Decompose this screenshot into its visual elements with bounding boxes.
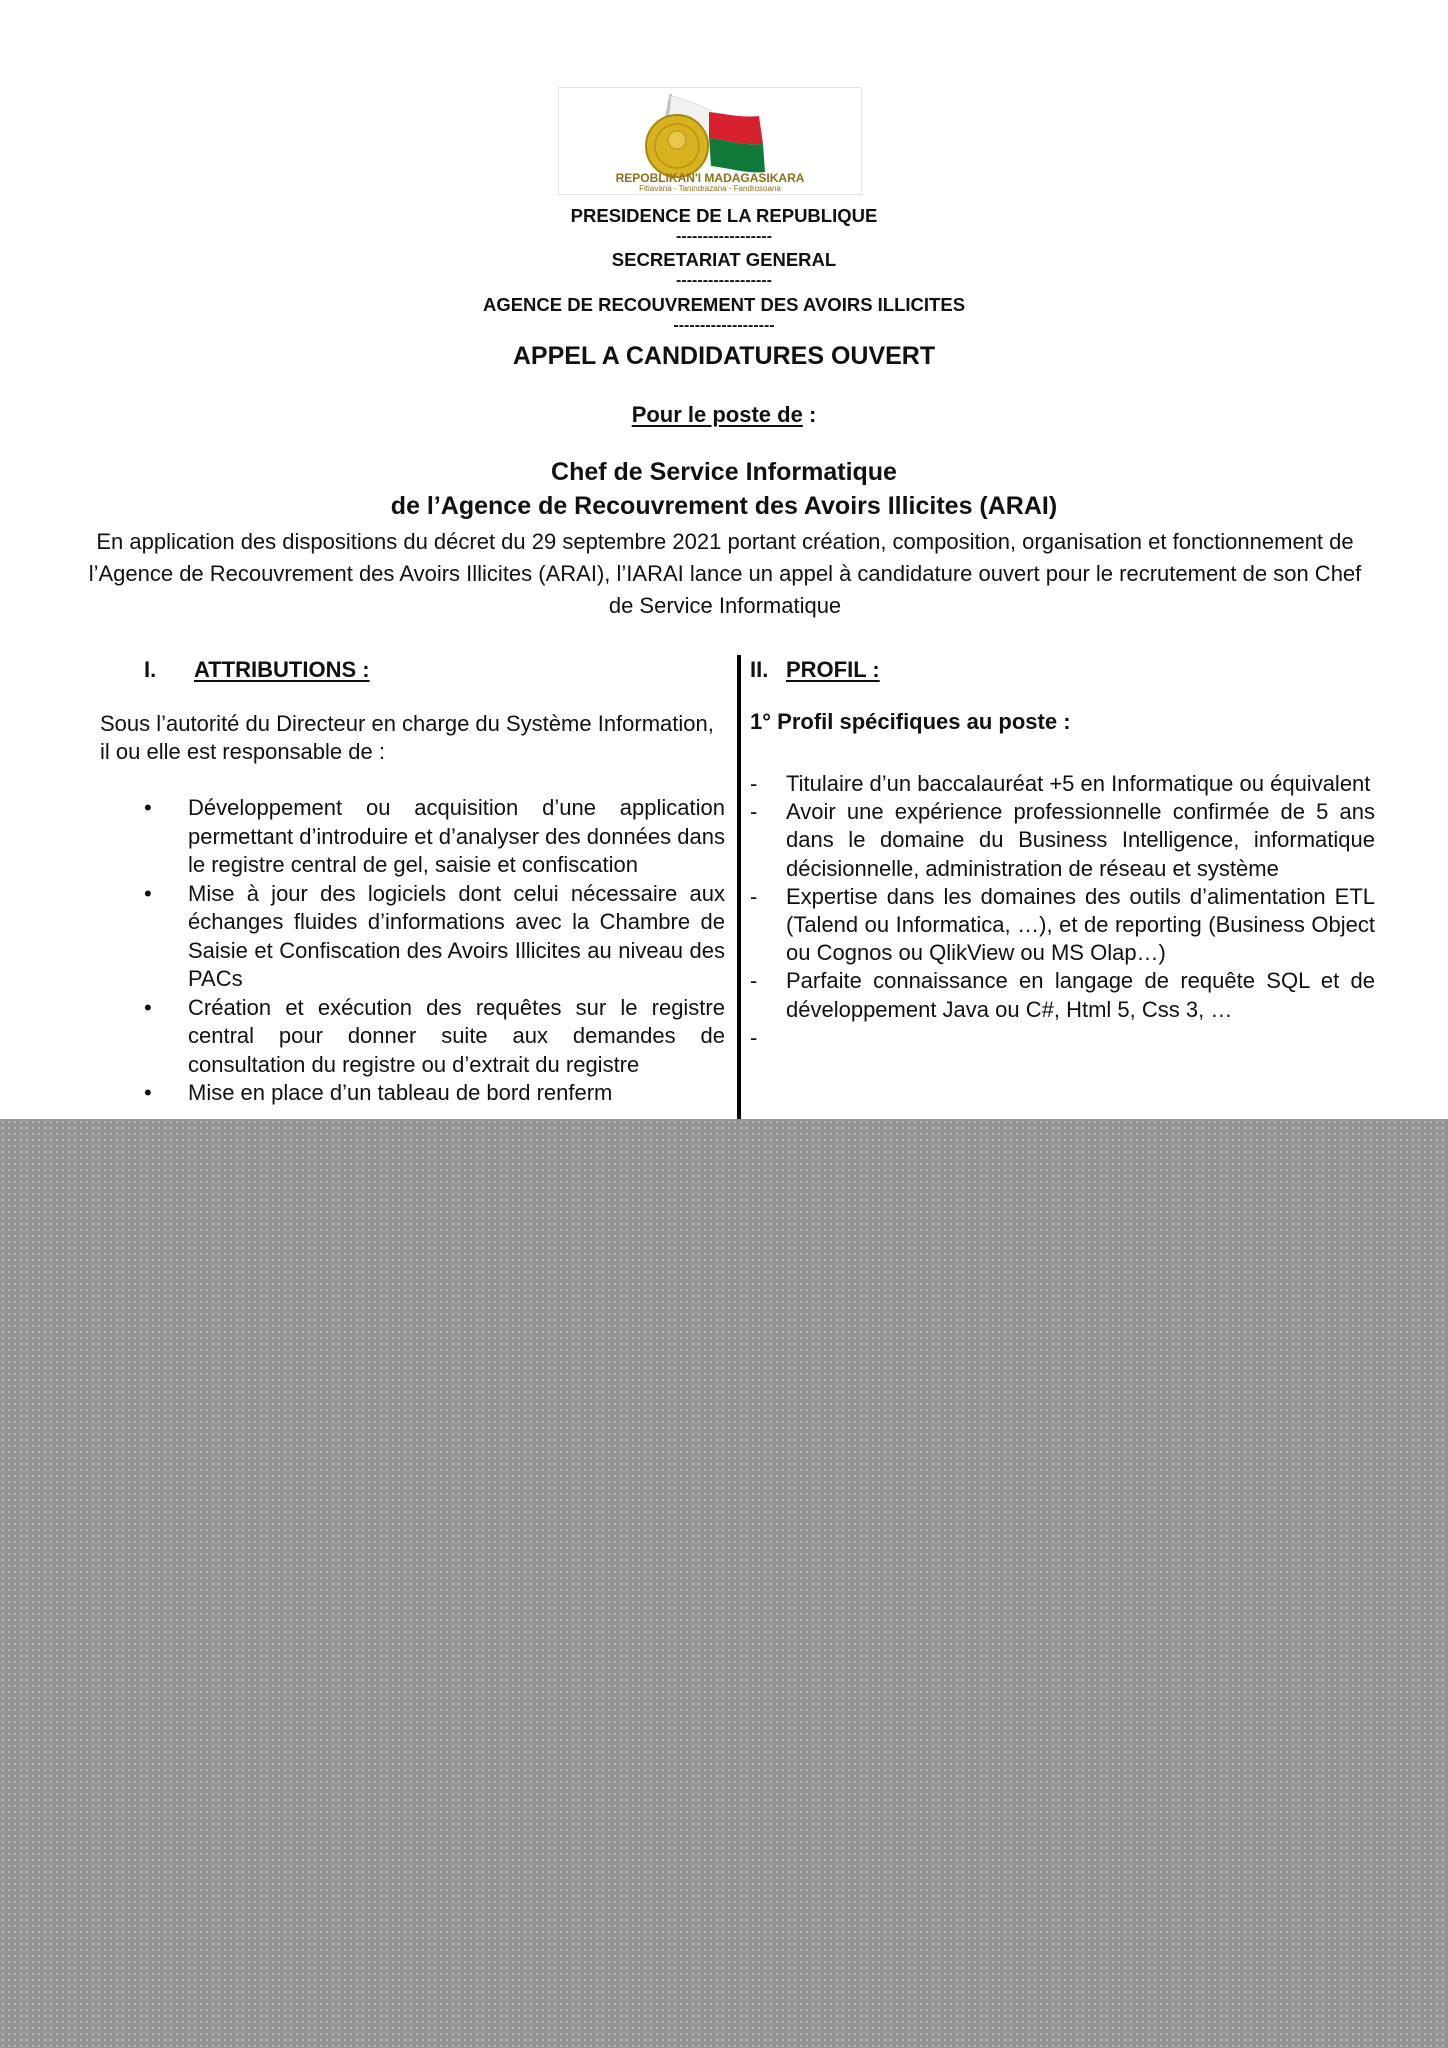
- header-separator: ------------------: [676, 228, 772, 245]
- list-item: • Création et exécution des requêtes sur le registre central pour donner suite aux demandes de consultation du registre ou d’extrait du registre: [144, 994, 725, 1077]
- section-number: II.: [750, 657, 769, 682]
- republic-logo: [558, 87, 862, 195]
- emblem-text: REPOBLIKAN'I MADAGASIKARA: [615, 171, 805, 185]
- profil-section: [750, 650, 1375, 1050]
- attributions-lead: Sous l’autorité du Directeur en charge du Système Information, il ou elle est responsable de :: [100, 711, 714, 764]
- post-label: [0, 402, 1448, 428]
- header-separator: ------------------: [676, 272, 772, 289]
- dash-icon: -: [750, 799, 758, 825]
- page-title: APPEL A CANDIDATURES OUVERT: [512, 342, 936, 370]
- motto-text: Fitiavana - Tanindrazana - Fandrosoana: [639, 184, 781, 193]
- bullet-icon: •: [144, 994, 152, 1020]
- list-item: - Titulaire d’un baccalauréat +5 en Informatique ou équivalent: [750, 770, 1375, 798]
- header-presidence: PRESIDENCE DE LA REPUBLIQUE: [570, 205, 878, 226]
- attributions-list: [100, 794, 725, 1108]
- dash-icon: -: [750, 968, 758, 994]
- section-title: ATTRIBUTIONS :: [194, 657, 370, 682]
- dash-icon: -: [750, 883, 758, 909]
- section-number: I.: [144, 657, 157, 682]
- post-label-suffix: :: [802, 402, 817, 427]
- profil-list: [750, 770, 1375, 1050]
- redaction-overlay: [0, 1119, 1448, 2048]
- section-title: PROFIL :: [786, 657, 880, 682]
- dash-icon: -: [750, 1024, 758, 1050]
- dash-icon: -: [750, 771, 758, 796]
- profil-heading: [750, 650, 1375, 690]
- bullet-icon: •: [144, 795, 152, 820]
- list-item: - Avoir une expérience professionnelle confirmée de 5 ans dans le domaine du Business Intelligence, informatique décisionnelle, administration de réseau et système: [750, 799, 1375, 881]
- bullet-icon: •: [144, 880, 152, 906]
- attributions-heading: [144, 650, 725, 690]
- list-item: • Développement ou acquisition d’une application permettant d’introduire et d’analyser des données dans le registre central de gel, saisie et confiscation: [144, 795, 725, 877]
- attributions-section: [100, 650, 725, 1108]
- bullet-icon: •: [144, 1080, 152, 1105]
- header-agence: AGENCE DE RECOUVREMENT DES AVOIRS ILLICITES: [482, 294, 966, 315]
- post-label-text: Pour le poste de: [631, 402, 803, 427]
- intro-paragraph: En application des dispositions du décret du 29 septembre 2021 portant création, composition, organisation et fonctionnement de l’Agence de Recouvrement des Avoirs Illicites (ARAI), l’IARAI lance un appel à candidature ouvert pour le recrutement de son Chef de Service Informatique: [88, 529, 1362, 618]
- job-title-line2: de l’Agence de Recouvrement des Avoirs Illicites (ARAI): [390, 492, 1058, 520]
- list-item: • Mise en place d’un tableau de bord renferm: [100, 1079, 725, 1108]
- job-title-line1: Chef de Service Informatique: [551, 458, 897, 486]
- column-divider: [737, 655, 741, 1125]
- header-separator: -------------------: [673, 317, 775, 334]
- list-item: - Parfaite connaissance en langage de requête SQL et de développement Java ou C#, Html 5, Css 3, …: [750, 968, 1375, 1022]
- header-secretariat: SECRETARIAT GENERAL: [611, 249, 837, 270]
- madagascar-emblem-icon: [559, 88, 861, 194]
- list-item: • Mise à jour des logiciels dont celui nécessaire aux échanges fluides d’informations avec la Chambre de Saisie et Confiscation des Avoirs Illicites au niveau des PACs: [144, 880, 725, 991]
- profil-subtitle: 1° Profil spécifiques au poste :: [750, 709, 1071, 734]
- list-item: - Expertise dans les domaines des outils d’alimentation ETL (Talend ou Informatica, …), et de reporting (Business Object ou Cognos ou QlikView ou MS Olap…): [750, 883, 1375, 966]
